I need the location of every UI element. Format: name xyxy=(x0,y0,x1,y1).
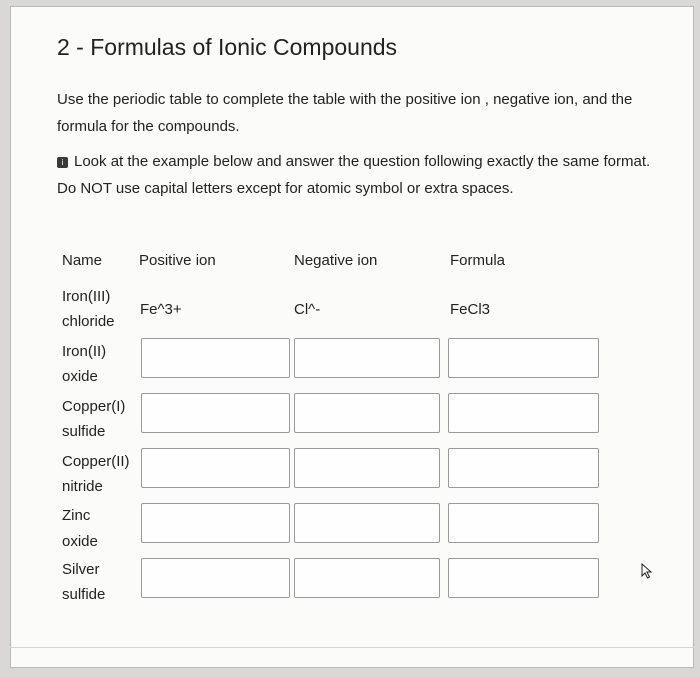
example-positive-ion: Fe^3+ xyxy=(140,301,182,318)
example-negative-ion: Cl^- xyxy=(294,301,321,318)
divider xyxy=(10,647,694,648)
row-name-line2: oxide xyxy=(62,533,98,550)
row-name-line1: Zinc xyxy=(62,507,91,524)
page-title: 2 - Formulas of Ionic Compounds xyxy=(57,34,398,60)
header-positive-ion: Positive ion xyxy=(139,252,216,269)
negative-ion-input[interactable] xyxy=(294,558,440,598)
mouse-cursor-icon xyxy=(641,563,653,580)
example-name-line2: chloride xyxy=(62,313,115,330)
example-name-line1: Iron(III) xyxy=(62,288,111,305)
example-formula: FeCl3 xyxy=(450,301,491,318)
formula-input[interactable] xyxy=(448,393,599,433)
row-name-line2: sulfide xyxy=(62,586,106,603)
row-name-line1: Copper(I) xyxy=(62,398,126,415)
negative-ion-input[interactable] xyxy=(294,448,440,488)
positive-ion-input[interactable] xyxy=(141,503,290,543)
negative-ion-input[interactable] xyxy=(294,338,440,378)
row-name-line2: oxide xyxy=(62,368,98,385)
positive-ion-input[interactable] xyxy=(141,338,290,378)
positive-ion-input[interactable] xyxy=(141,448,290,488)
row-name-line1: Silver xyxy=(62,561,100,578)
info-bullet-icon: i xyxy=(57,157,68,168)
header-formula: Formula xyxy=(450,252,506,269)
row-name-line1: Iron(II) xyxy=(62,343,107,360)
note-text: Look at the example below and answer the question following exactly the same format. Do NOT use capital letters except for atomic symbol or extra spaces. xyxy=(57,153,651,197)
positive-ion-input[interactable] xyxy=(141,558,290,598)
negative-ion-input[interactable] xyxy=(294,503,440,543)
row-name-line1: Copper(II) xyxy=(62,453,130,470)
positive-ion-input[interactable] xyxy=(141,393,290,433)
row-name-line2: nitride xyxy=(62,478,103,495)
instructions-text: Use the periodic table to complete the table with the positive ion , negative ion, and the formula for the compounds. xyxy=(57,91,633,135)
formula-input[interactable] xyxy=(448,503,599,543)
header-negative-ion: Negative ion xyxy=(294,252,378,269)
negative-ion-input[interactable] xyxy=(294,393,440,433)
formula-input[interactable] xyxy=(448,338,599,378)
formula-input[interactable] xyxy=(448,448,599,488)
row-name-line2: sulfide xyxy=(62,423,106,440)
header-name: Name xyxy=(62,252,103,269)
note-paragraph xyxy=(57,148,657,202)
formula-input[interactable] xyxy=(448,558,599,598)
